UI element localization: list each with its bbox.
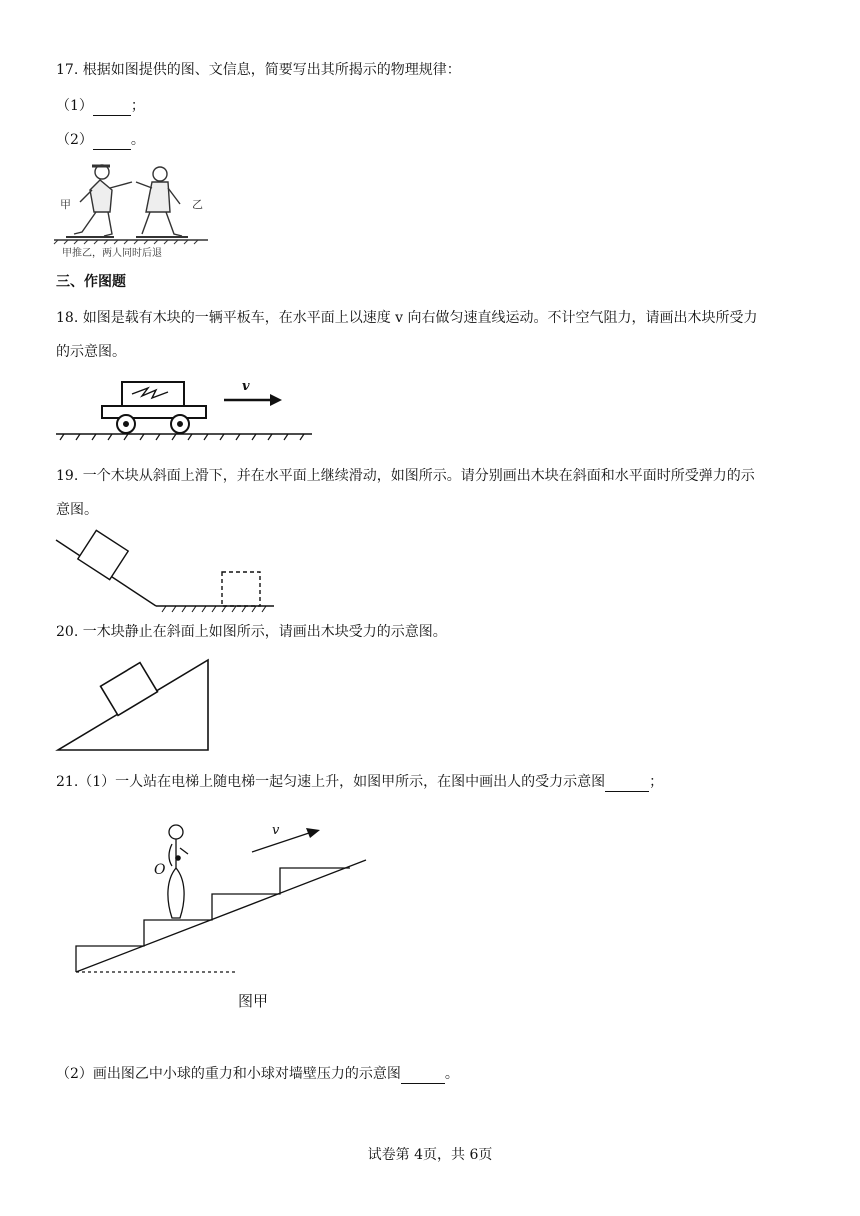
q20-figure — [56, 654, 216, 754]
velocity-label: v — [272, 823, 280, 838]
q17-text: 17. 根据如图提供的图、文信息，简要写出其所揭示的物理规律： — [56, 62, 461, 78]
velocity-label: v — [242, 379, 250, 394]
q19-figure — [56, 528, 286, 614]
q20-text: 20. 一木块静止在斜面上如图所示，请画出木块受力的示意图。 — [56, 624, 447, 640]
q18-text-line1: 18. 如图是载有木块的一辆平板车，在水平面上以速度 v 向右做匀速直线运动。不计空气阻力，请画出木块所受力 — [56, 310, 758, 326]
label-yi: 乙 — [192, 198, 203, 211]
answer-blank[interactable] — [93, 101, 131, 116]
q21-part2-text: （2）画出图乙中小球的重力和小球对墙壁压力的示意图 。 — [56, 1066, 459, 1082]
q21-figure — [74, 818, 374, 1018]
page-footer: 试卷第 4页，共 6页 — [367, 1147, 493, 1163]
q17-item-1: （1） ； — [56, 98, 145, 114]
q19-text-line1: 19. 一个木块从斜面上滑下，并在水平面上继续滑动，如图所示。请分别画出木块在斜面和水平面时所受弹力的示 — [56, 468, 755, 484]
answer-blank[interactable] — [605, 777, 649, 792]
section-title: 三、作图题 — [56, 274, 126, 290]
q17-item-2: （2） 。 — [56, 132, 145, 148]
q18-text-line2: 的示意图。 — [56, 344, 126, 360]
q21-part1-text: 21.（1）一人站在电梯上随电梯一起匀速上升，如图甲所示，在图中画出人的受力示意图 ； — [56, 774, 664, 790]
figure-caption: 图甲 — [238, 992, 269, 1010]
q17-figure-caption: 甲推乙，两人同时后退 — [62, 248, 162, 259]
point-label: O — [154, 862, 166, 878]
q19-text-line2: 意图。 — [56, 502, 98, 518]
q17-figure — [52, 160, 212, 260]
answer-blank[interactable] — [93, 135, 131, 150]
q18-figure — [56, 376, 326, 446]
label-jia: 甲 — [60, 198, 71, 211]
answer-blank[interactable] — [401, 1069, 445, 1084]
